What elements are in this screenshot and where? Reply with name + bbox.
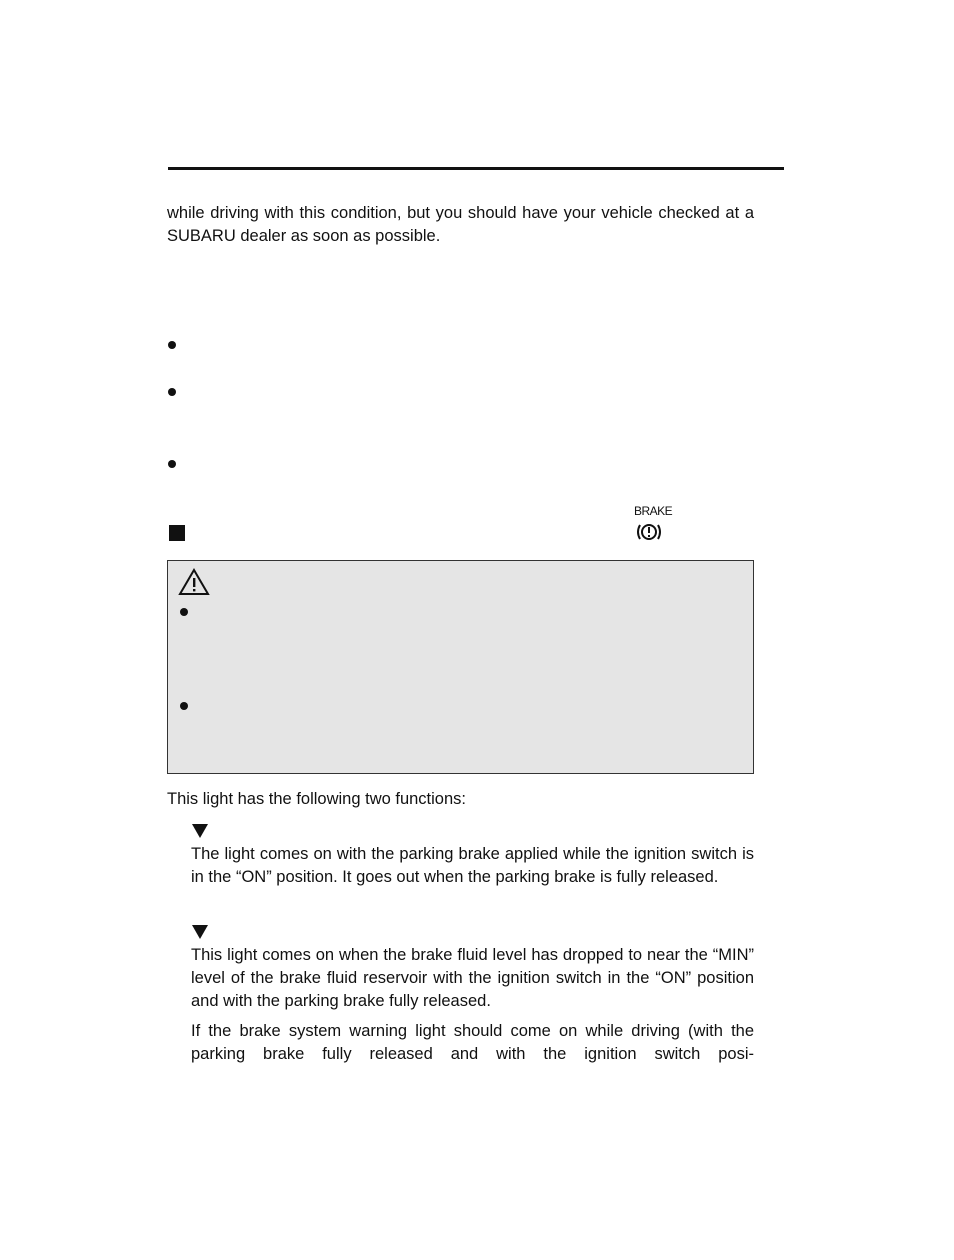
warning-bullet-1 xyxy=(180,608,188,616)
warning-box xyxy=(167,560,754,774)
section-marker-square xyxy=(169,525,185,541)
function-2-marker-icon xyxy=(192,925,208,939)
warning-bullet-2 xyxy=(180,702,188,710)
bullet-3 xyxy=(168,460,176,468)
function-1-marker-icon xyxy=(192,824,208,838)
closing-paragraph: If the brake system warning light should come on while driving (with the parking brake fully released and with the ignition switch posi- xyxy=(191,1022,754,1063)
warning-triangle-icon xyxy=(178,568,210,596)
header-rule xyxy=(168,167,784,170)
brake-circle-icon xyxy=(635,522,663,542)
bullet-1 xyxy=(168,341,176,349)
bullet-2 xyxy=(168,388,176,396)
brake-warning-icon xyxy=(634,504,674,544)
intro-paragraph: while driving with this condition, but you should have your vehicle checked at a SUBARU dealer as soon as possible. xyxy=(167,204,754,245)
function-2-paragraph: This light comes on when the brake fluid level has dropped to near the “MIN” level of the brake fluid reservoir with the ignition switch in the “ON” position and with the parking brake fully released. xyxy=(191,946,754,1010)
functions-intro: This light has the following two functions: xyxy=(167,790,466,808)
brake-icon-label: BRAKE xyxy=(634,504,673,518)
function-1-paragraph: The light comes on with the parking brake applied while the ignition switch is in the “ON” position. It goes out when the parking brake is fully released. xyxy=(191,845,754,886)
